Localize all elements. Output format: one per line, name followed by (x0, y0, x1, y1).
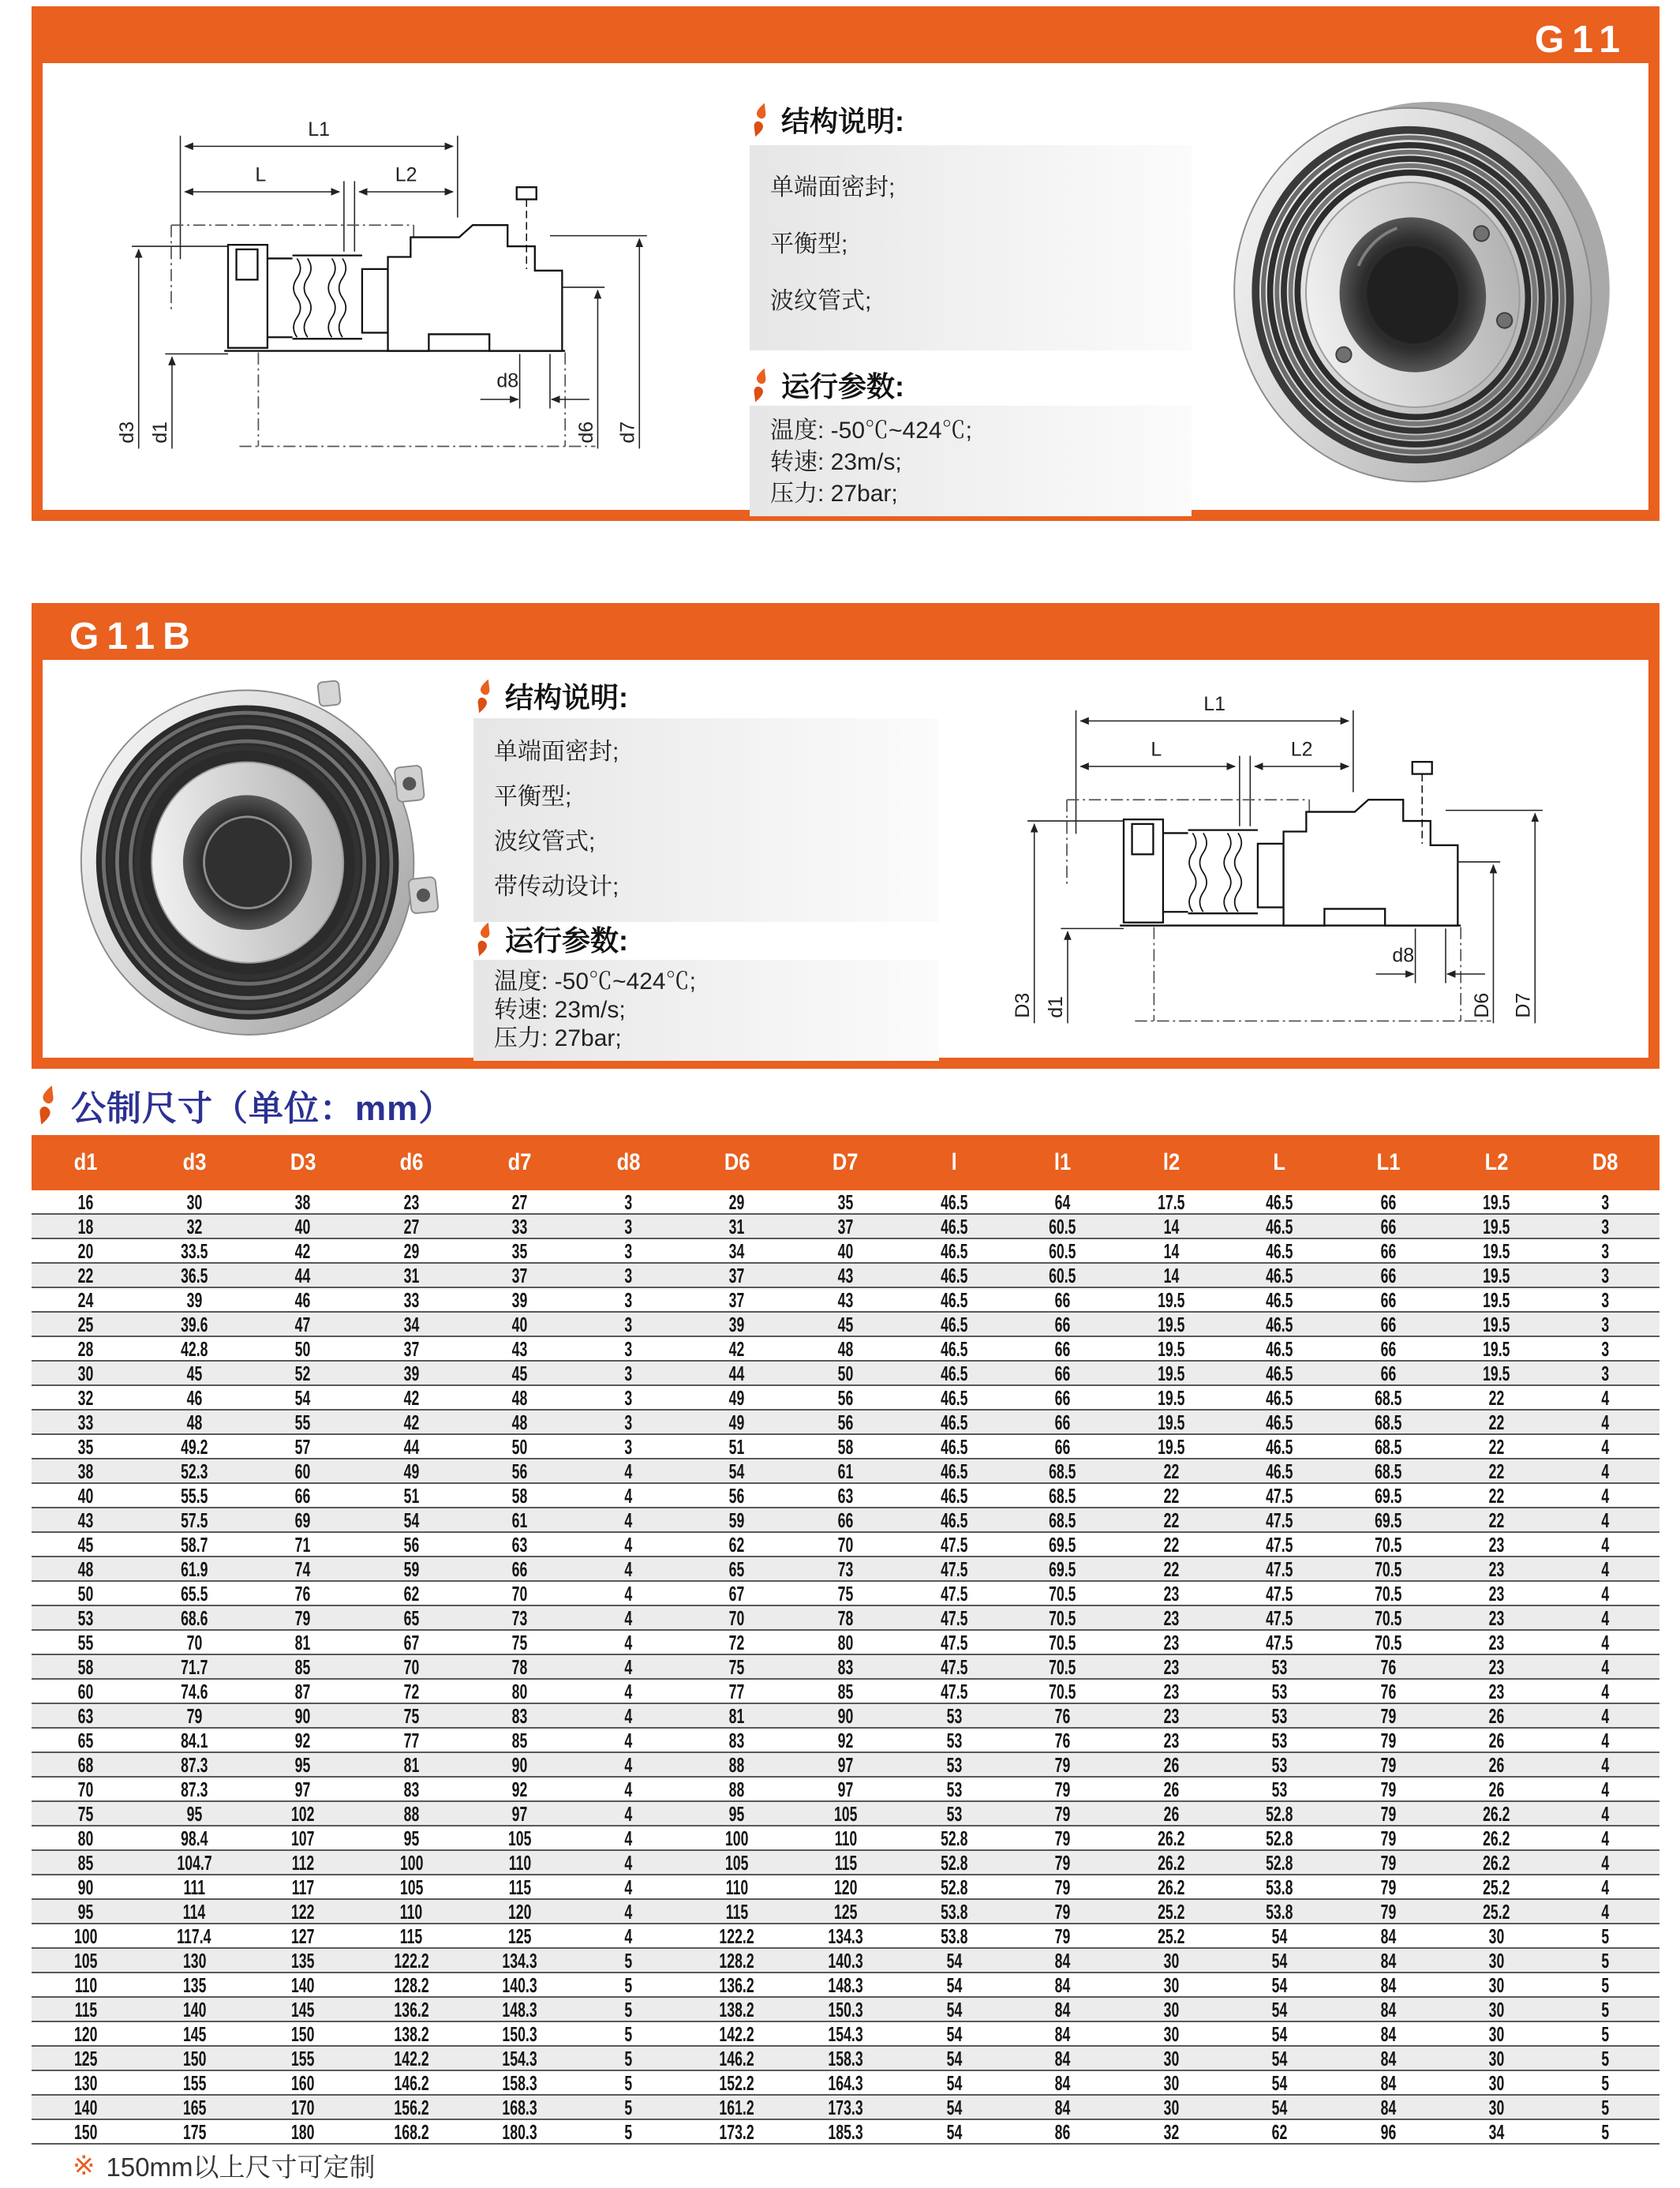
g11b-product-photo (67, 679, 446, 1046)
flame-icon (750, 103, 770, 137)
table-row: 63 79 90 75 83 4 81 90 53 76 23 53 79 26 4 (32, 1703, 1659, 1728)
table-row: 85 104.7 112 100 110 4 105 115 52.8 79 26.2 52.8 79 26.2 4 (32, 1850, 1659, 1875)
info-line: 波纹管式; (494, 829, 596, 855)
column-header: l2 (1117, 1135, 1225, 1190)
flame-icon (473, 922, 494, 957)
info-line: 平衡型; (494, 784, 572, 810)
section-g11b (32, 603, 1659, 1069)
table-row: 24 39 46 33 39 3 37 43 46.5 66 19.5 46.5 66 19.5 3 (32, 1287, 1659, 1312)
flame-icon (35, 1085, 58, 1126)
info-line: 平衡型; (770, 231, 848, 257)
table-row: 32 46 54 42 48 3 49 56 46.5 66 19.5 46.5 68.5 22 4 (32, 1385, 1659, 1410)
table-row: 28 42.8 50 37 43 3 42 48 46.5 66 19.5 46.5 66 19.5 3 (32, 1336, 1659, 1361)
table-row: 125 150 155 142.2 154.3 5 146.2 158.3 54 84 30 54 84 30 5 (32, 2046, 1659, 2070)
table-row: 60 74.6 87 72 80 4 77 85 47.5 70.5 23 53 76 23 4 (32, 1679, 1659, 1703)
info-line: 压力: 27bar; (770, 481, 898, 507)
column-header: D6 (683, 1135, 791, 1190)
flame-icon (473, 679, 494, 714)
dim-label-l2: L2 (1290, 738, 1313, 761)
table-row: 140 165 170 156.2 168.3 5 161.2 173.3 54 84 30 54 84 30 5 (32, 2095, 1659, 2119)
g11b-params-list (473, 960, 939, 1061)
info-line: 波纹管式; (770, 288, 872, 314)
table-row: 150 175 180 168.2 180.3 5 173.2 185.3 54 86 32 62 96 34 5 (32, 2119, 1659, 2144)
table-row: 68 87.3 95 81 90 4 88 97 53 79 26 53 79 26 4 (32, 1752, 1659, 1777)
footnote-text: 150mm以上尺寸可定制 (106, 2152, 376, 2182)
g11b-model-label: G11B (69, 616, 198, 658)
dim-label-l1: L1 (1203, 692, 1226, 715)
column-header: l1 (1008, 1135, 1117, 1190)
g11b-structure-list (473, 718, 939, 922)
table-row: 80 98.4 107 95 105 4 100 110 52.8 79 26.2 52.8 79 26.2 4 (32, 1826, 1659, 1850)
table-row: 20 33.5 42 29 35 3 34 40 46.5 60.5 14 46.5 66 19.5 3 (32, 1238, 1659, 1263)
table-footnote (73, 2147, 376, 2184)
info-line: 单端面密封; (770, 174, 896, 200)
column-header: D8 (1551, 1135, 1659, 1190)
dim-label-d1: d1 (149, 421, 172, 444)
table-row: 90 111 117 105 115 4 110 120 52.8 79 26.2 53.8 79 25.2 4 (32, 1875, 1659, 1899)
reference-mark-icon: ※ (73, 2150, 95, 2181)
dim-label-d3: d3 (116, 421, 139, 444)
table-row: 130 155 160 146.2 158.3 5 152.2 164.3 54 84 30 54 84 30 5 (32, 2070, 1659, 2095)
info-line: 转速: 23m/s; (494, 997, 626, 1023)
dim-label-l: L (1151, 738, 1162, 761)
table-row: 30 45 52 39 45 3 44 50 46.5 66 19.5 46.5 66 19.5 3 (32, 1361, 1659, 1385)
column-header: d1 (32, 1135, 140, 1190)
table-row: 115 140 145 136.2 148.3 5 138.2 150.3 54 84 30 54 84 30 5 (32, 1997, 1659, 2021)
table-row: 100 117.4 127 115 125 4 122.2 134.3 53.8 79 25.2 54 84 30 5 (32, 1924, 1659, 1948)
dim-label-l: L (255, 163, 267, 186)
table-header-row (32, 1135, 1659, 1190)
table-row: 53 68.6 79 65 73 4 70 78 47.5 70.5 23 47.5 70.5 23 4 (32, 1605, 1659, 1630)
table-row: 33 48 55 42 48 3 49 56 46.5 66 19.5 46.5 68.5 22 4 (32, 1410, 1659, 1434)
table-row: 110 135 140 128.2 140.3 5 136.2 148.3 54 84 30 54 84 30 5 (32, 1973, 1659, 1997)
column-header: D7 (791, 1135, 900, 1190)
column-header: L1 (1334, 1135, 1442, 1190)
table-row: 120 145 150 138.2 150.3 5 142.2 154.3 54 84 30 54 84 30 5 (32, 2021, 1659, 2046)
g11-product-photo (1203, 79, 1633, 505)
dimension-table (32, 1135, 1659, 2145)
dim-label-d1: d1 (1045, 995, 1068, 1018)
table-row: 22 36.5 44 31 37 3 37 43 46.5 60.5 14 46.5 66 19.5 3 (32, 1263, 1659, 1287)
dim-label-D6: D6 (1470, 992, 1493, 1018)
dim-label-l1: L1 (308, 118, 331, 140)
g11-technical-drawing (47, 96, 750, 475)
info-line: 转速: 23m/s; (770, 449, 902, 475)
table-row: 58 71.7 85 70 78 4 75 83 47.5 70.5 23 53 76 23 4 (32, 1654, 1659, 1679)
dim-label-l2: L2 (395, 163, 417, 186)
table-row: 55 70 81 67 75 4 72 80 47.5 70.5 23 47.5 70.5 23 4 (32, 1630, 1659, 1654)
g11-header-band (43, 17, 1648, 63)
info-line: 单端面密封; (494, 739, 619, 765)
dim-label-D7: D7 (1512, 992, 1535, 1018)
dim-label-D3: D3 (1012, 992, 1034, 1018)
g11-model-label: G11 (1534, 19, 1628, 61)
table-row: 43 57.5 69 54 61 4 59 66 46.5 68.5 22 47.5 69.5 22 4 (32, 1508, 1659, 1532)
table-row: 45 58.7 71 56 63 4 62 70 47.5 69.5 22 47.5 70.5 23 4 (32, 1532, 1659, 1557)
column-header: D3 (249, 1135, 357, 1190)
section-g11 (32, 6, 1659, 521)
table-row: 105 130 135 122.2 134.3 5 128.2 140.3 54 84 30 54 84 30 5 (32, 1948, 1659, 1973)
column-header: d7 (466, 1135, 574, 1190)
dim-label-d6: d6 (574, 421, 597, 444)
info-line: 带传动设计; (494, 874, 619, 900)
info-line: 温度: -50℃~424℃; (494, 968, 696, 995)
g11b-params-heading: 运行参数: (473, 919, 628, 959)
column-header: L2 (1442, 1135, 1551, 1190)
g11-params-list (750, 406, 1192, 516)
g11b-structure-heading: 结构说明: (473, 676, 628, 716)
table-row: 70 87.3 97 83 92 4 88 97 53 79 26 53 79 26 4 (32, 1777, 1659, 1801)
column-header: d3 (140, 1135, 249, 1190)
column-header: d8 (574, 1135, 683, 1190)
column-header: L (1225, 1135, 1334, 1190)
column-header: l (900, 1135, 1008, 1190)
table-row: 40 55.5 66 51 58 4 56 63 46.5 68.5 22 47.5 69.5 22 4 (32, 1483, 1659, 1508)
table-row: 35 49.2 57 44 50 3 51 58 46.5 66 19.5 46.5 68.5 22 4 (32, 1434, 1659, 1459)
dim-label-d8: d8 (1392, 944, 1415, 967)
g11-structure-list (750, 145, 1192, 350)
table-row: 75 95 102 88 97 4 95 105 53 79 26 52.8 79 26.2 4 (32, 1801, 1659, 1826)
table-row: 38 52.3 60 49 56 4 54 61 46.5 68.5 22 46.5 68.5 22 4 (32, 1459, 1659, 1483)
g11-params-heading: 运行参数: (750, 365, 904, 405)
info-line: 温度: -50℃~424℃; (770, 418, 972, 444)
metric-table-title: 公制尺寸（单位：mm） (35, 1080, 454, 1130)
table-row: 50 65.5 76 62 70 4 67 75 47.5 70.5 23 47.5 70.5 23 4 (32, 1581, 1659, 1605)
info-line: 压力: 27bar; (494, 1025, 622, 1051)
flame-icon (750, 368, 770, 403)
g11b-header-band (43, 614, 1648, 660)
column-header: d6 (357, 1135, 466, 1190)
dim-label-d7: d7 (616, 421, 639, 444)
table-row: 48 61.9 74 59 66 4 65 73 47.5 69.5 22 47.5 70.5 23 4 (32, 1557, 1659, 1581)
table-body (32, 1190, 1659, 2144)
g11b-technical-drawing (947, 671, 1641, 1050)
table-row: 95 114 122 110 120 4 115 125 53.8 79 25.2 53.8 79 25.2 4 (32, 1899, 1659, 1924)
table-row: 25 39.6 47 34 40 3 39 45 46.5 66 19.5 46.5 66 19.5 3 (32, 1312, 1659, 1336)
table-row: 65 84.1 92 77 85 4 83 92 53 76 23 53 79 26 4 (32, 1728, 1659, 1752)
dim-label-d8: d8 (496, 369, 519, 392)
table-row: 16 30 38 23 27 3 29 35 46.5 64 17.5 46.5 66 19.5 3 (32, 1190, 1659, 1214)
g11-structure-heading: 结构说明: (750, 99, 904, 140)
table-row: 18 32 40 27 33 3 31 37 46.5 60.5 14 46.5 66 19.5 3 (32, 1214, 1659, 1238)
